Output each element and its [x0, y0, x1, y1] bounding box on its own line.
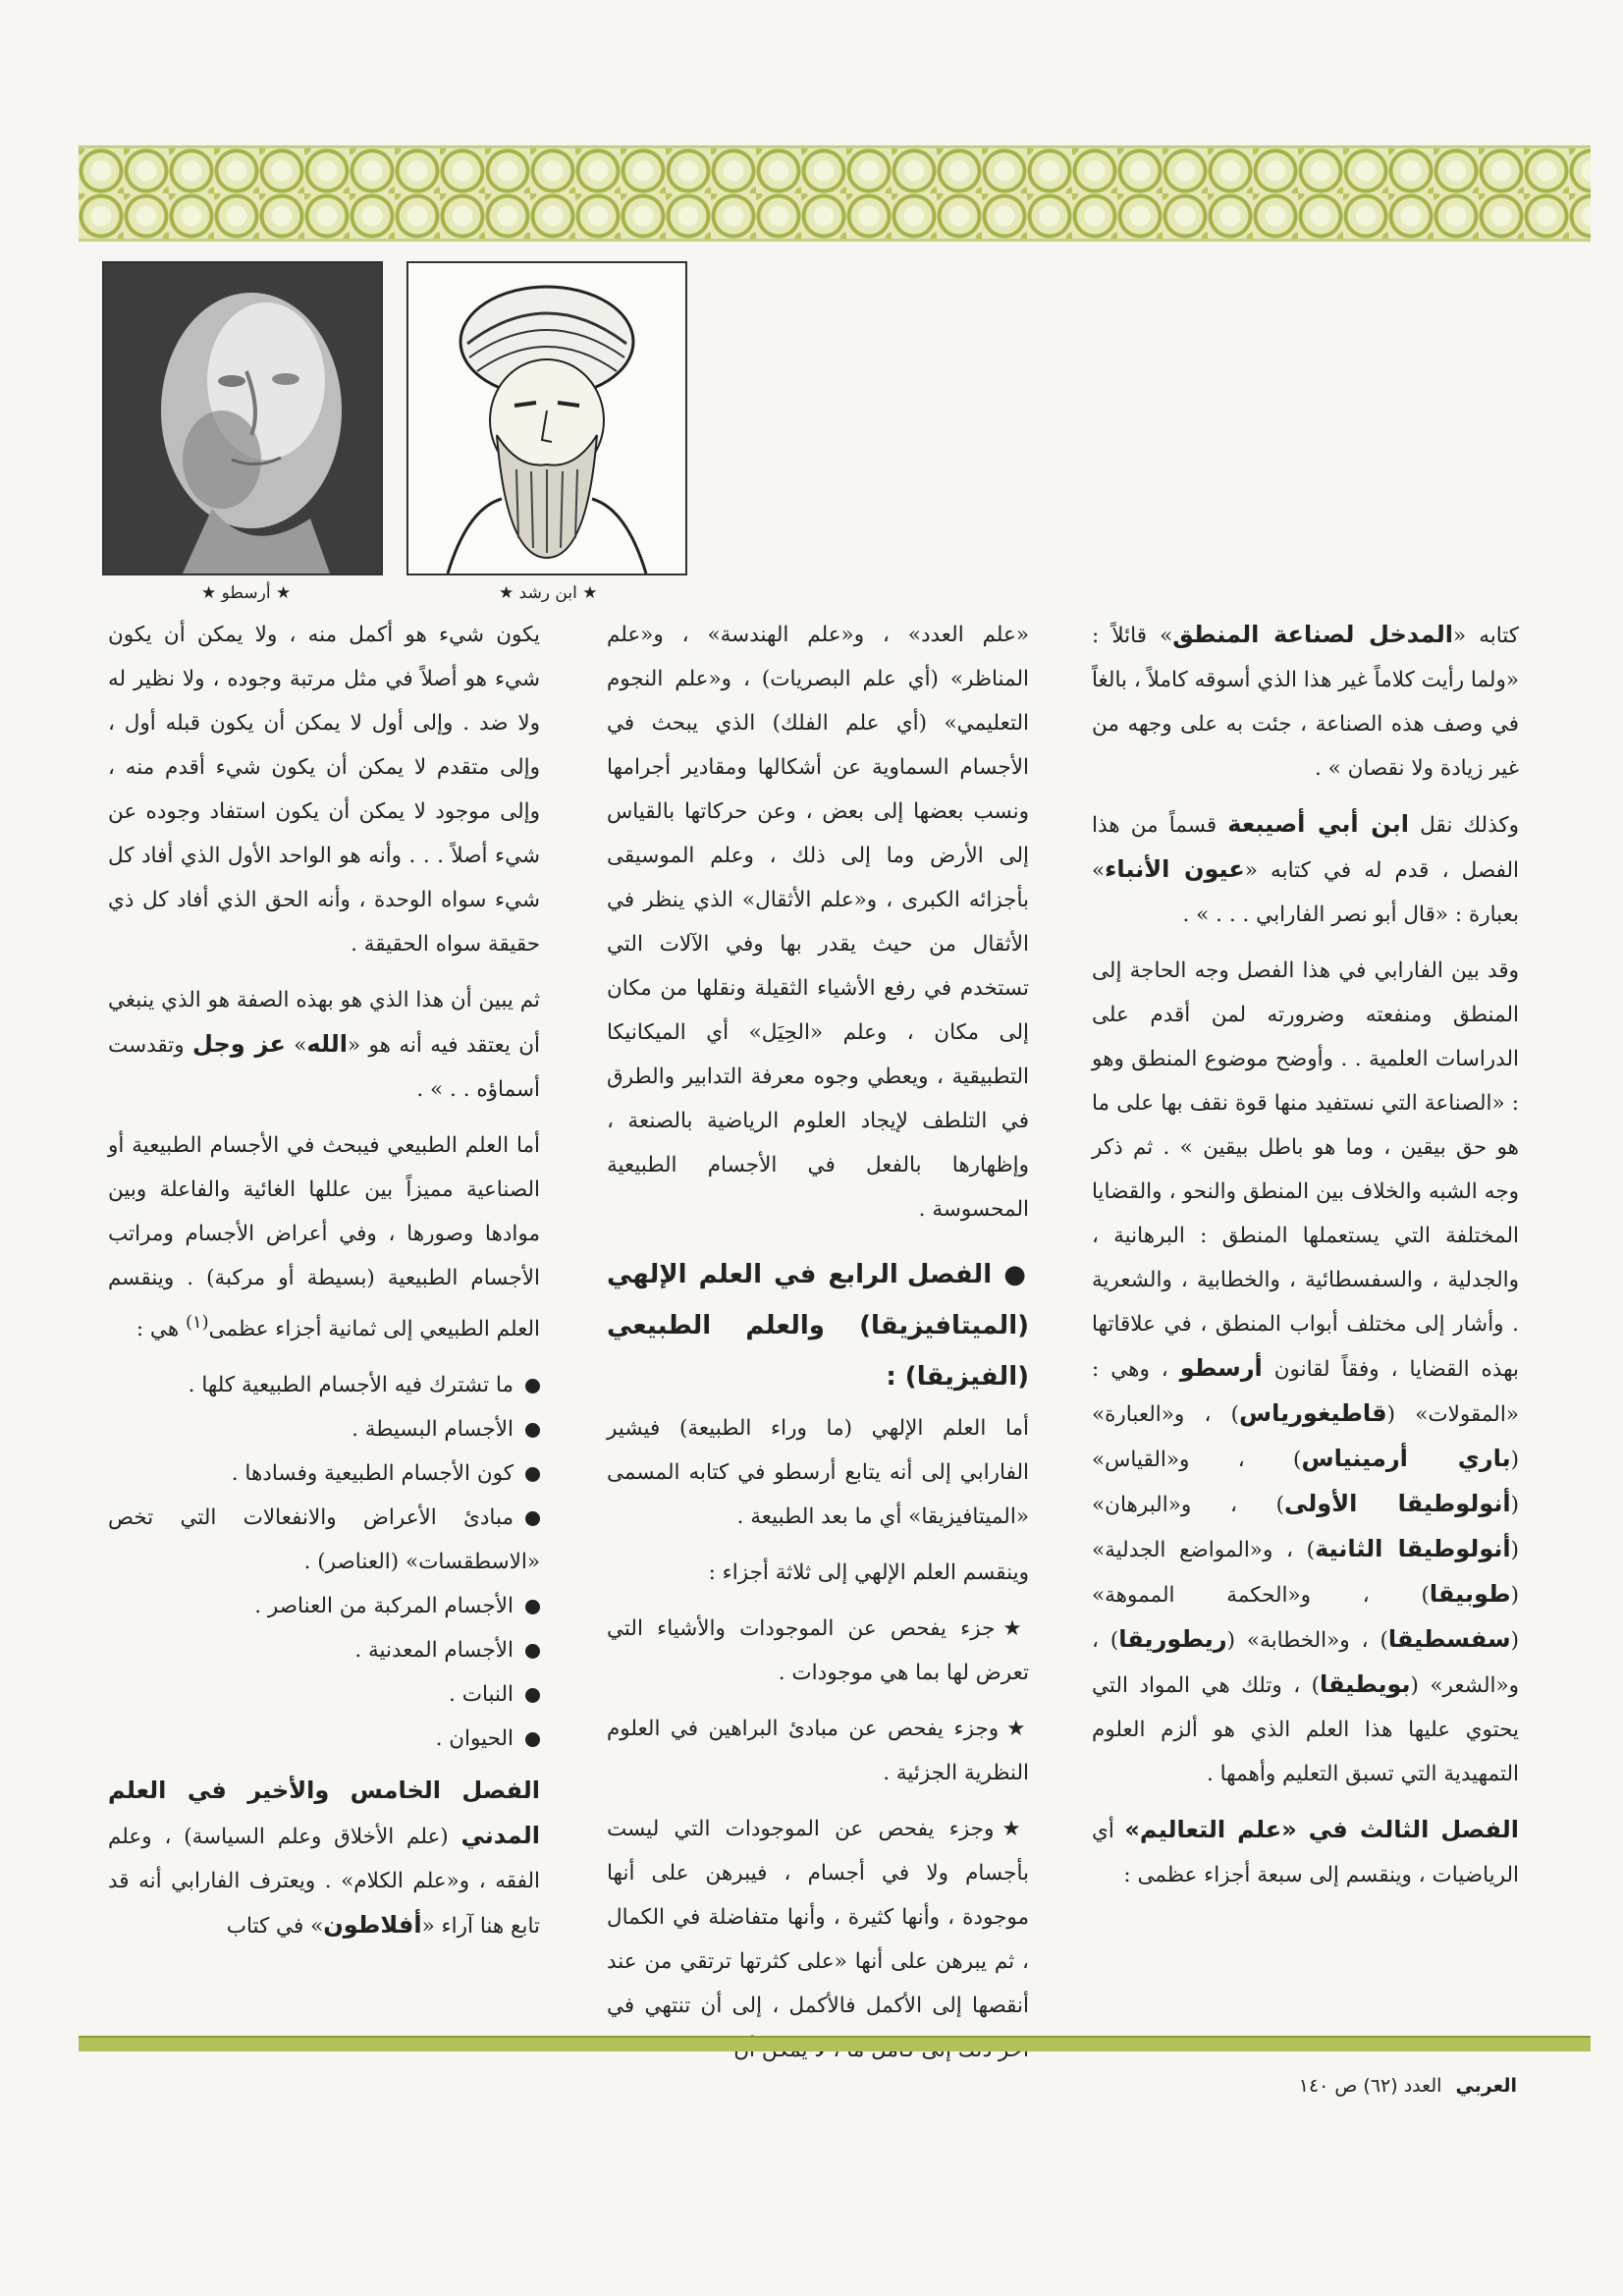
paragraph-god — [108, 978, 540, 1112]
chapter-heading: الفصل الخامس والأخير في العلم المدني — [108, 1777, 540, 1850]
bold-term: الله — [306, 1030, 349, 1058]
bullet-icon — [525, 1379, 540, 1394]
paragraph-ibn-abi-usaybia — [1092, 802, 1519, 937]
list-item — [108, 1672, 540, 1717]
text: » بعبارة : «قال أبو نصر الفارابي . . . » . — [1092, 858, 1519, 927]
ibn-rushd-drawing-image — [408, 263, 685, 574]
paragraph-intro — [1092, 613, 1519, 791]
list-item-text: الأجسام المعدنية . — [354, 1638, 514, 1664]
text: ) ، و«البرهان» ( — [1092, 1493, 1519, 1562]
list-item-text: الأجسام المركبة من العناصر . — [254, 1594, 514, 1619]
text: ) ، و«الحكمة المموهة» ( — [1092, 1583, 1519, 1653]
list-item — [108, 1717, 540, 1761]
text: ، وهي : «المقولات» ( — [1092, 1357, 1519, 1427]
text: وقد بين الفارابي في هذا الفصل وجه الحاجة إلى المنطق ومنفعته وضرورته لمن أقدم على الدراسات العلمية . . وأوضح موضوع المنطق وهو : «الصناعة التي نستفيد منها قوة نقف بها على ما هو حق بيقين ، وما هو باطل بيقين » . ثم ذكر وجه الشبه والخلاف بين المنطق والنحو ، والقضايا المختلفة التي يستعملها المنطق : البرهانية ، والجدلية ، والسفسطائية ، والخطابية ، والشعرية . وأشار إلى مختلف أبواب المنطق ، في علاقاتها بهذه القضايا ، وفقاً لقانون — [1092, 958, 1519, 1382]
bullet-icon — [525, 1600, 540, 1614]
text: (علم الأخلاق وعلم السياسة) ، وعلم الفقه ، و«علم الكلام» . ويعترف الفارابي أنه قد تابع هنا آراء « — [108, 1825, 540, 1940]
bullet-icon — [525, 1644, 540, 1659]
footer-rule — [79, 2036, 1591, 2051]
text: وتقدست أسماؤه . . » . — [108, 1033, 540, 1102]
star-icon: ★ — [1001, 1817, 1029, 1841]
text: جزء يفحص عن الموجودات والأشياء التي تعرض لها بما هي موجودات . — [607, 1616, 1029, 1685]
bullet-icon — [525, 1732, 540, 1747]
chapter-four-heading — [607, 1249, 1029, 1402]
bold-term: ريطوريقا — [1118, 1625, 1227, 1653]
text: ثم يبين أن هذا الذي هو بهذه الصفة هو الذي ينبغي أن يعتقد فيه أنه هو « — [108, 988, 540, 1058]
paragraph-logic — [1092, 949, 1519, 1796]
bold-term: أنولوطيقا الأولى — [1284, 1490, 1511, 1517]
text: » — [294, 1033, 307, 1058]
bullet-icon: ● — [1003, 1260, 1029, 1289]
text: ) ، و«الشعر» ( — [1092, 1628, 1520, 1698]
caption-aristotle: ★ أرسطو ★ — [201, 583, 292, 603]
ibn-rushd-portrait — [406, 261, 687, 575]
text: وجزء يفحص عن الموجودات التي ليست بأجسام ولا في أجسام ، فيبرهن على أنها موجودة ، وأنها كثيرة ، وأنها متفاضلة في الكمال ، ثم يبرهن على أنها «على كثرتها ترتقي من عند أنقصها إلى الأكمل فالأكمل ، إلى أن تنتهي في — [607, 1817, 1029, 2018]
list-item — [108, 1363, 540, 1407]
text: أي الرياضيات ، وينقسم إلى سبعة أجزاء عظمى : — [1092, 1819, 1519, 1887]
bold-term: طوبيقا — [1429, 1580, 1511, 1608]
decorative-header-band — [79, 145, 1591, 242]
list-item-text: الأجسام البسيطة . — [352, 1417, 514, 1443]
bold-term: عز وجل — [192, 1030, 286, 1058]
bullet-icon — [525, 1423, 540, 1438]
chapter-heading-text: الفصل الرابع في العلم الإلهي (الميتافيزيقا) والعلم الطبيعي (الفيزيقا) : — [607, 1260, 1029, 1392]
physics-parts-list — [108, 1363, 540, 1761]
aristotle-bust-image — [104, 263, 381, 574]
text: هي : — [135, 1317, 180, 1342]
list-item — [108, 1451, 540, 1496]
caption-ibn-rushd: ★ ابن رشد ★ — [499, 583, 598, 603]
list-item — [108, 1628, 540, 1672]
list-item-text: مبادئ الأعراض والانفعالات التي تخص «الاسطقسات» (العناصر) . — [108, 1505, 540, 1575]
paragraph-third-chapter — [1092, 1808, 1519, 1897]
aristotle-portrait — [102, 261, 383, 575]
bold-name: أفلاطون — [323, 1911, 422, 1940]
bold-term: باري أرمينياس — [1301, 1445, 1511, 1472]
star-item — [607, 1807, 1029, 2072]
page-footer — [1299, 2075, 1517, 2097]
list-item — [108, 1407, 540, 1451]
text: » في كتاب — [226, 1914, 324, 1940]
text: ) ، و«العبارة» ( — [1092, 1402, 1519, 1472]
text: ) ، و«القياس» ( — [1092, 1448, 1519, 1517]
text: أما العلم الطبيعي فيبحث في الأجسام الطبيعية أو الصناعية مميزاً بين عللها الغائية والفاعلة وبين موادها وصورها ، وفي أعراض الأجسام ومراتب الأجسام الطبيعية (بسيطة أو مركبة) . وينقسم العلم الطبيعي إلى ثمانية أجزاء عظمى — [108, 1133, 540, 1342]
bold-term: قاطيغورياس — [1238, 1399, 1387, 1427]
issue-page-number: العدد (٦٢) ص ١٤٠ — [1298, 2075, 1442, 2097]
bullet-icon — [525, 1511, 540, 1526]
bold-title: عيون الأنباء — [1105, 855, 1245, 883]
bullet-icon — [525, 1467, 540, 1482]
list-item-text: الحيوان . — [435, 1726, 514, 1752]
list-item-text: كون الأجسام الطبيعية وفسادها . — [231, 1461, 514, 1487]
paragraph-three-parts: وينقسم العلم الإلهي إلى ثلاثة أجزاء : — [708, 1560, 1029, 1585]
star-icon: ★ — [1002, 1616, 1029, 1641]
text: ) ، و«المواضع الجدلية» ( — [1092, 1538, 1519, 1608]
list-item — [108, 1496, 540, 1584]
chapter-heading: الفصل الثالث في «علم التعاليم» — [1124, 1816, 1519, 1843]
text: وجزء يفحص عن مبادئ البراهين في العلوم النظرية الجزئية . — [607, 1717, 1029, 1785]
bold-name: ابن أبي أصيبعة — [1227, 810, 1410, 838]
text: ) ، و«الخطابة» ( — [1226, 1628, 1388, 1653]
bold-term: بويطيقا — [1320, 1670, 1411, 1698]
paragraph-math-sciences: «علم العدد» ، و«علم الهندسة» ، و«علم المناظر» (أي علم البصريات) ، و«علم النجوم التعليمي» (أي علم الفلك) الذي يبحث في الأجسام السماوية عن أشكالها ومقادير أجرامها ونسب بعضها إلى بعض ، وعن حركاتها بالقياس إلى الأرض وما إلى ذلك ، وعلم الموسيقى بأجزائه الكبرى ، و«علم الأثقال» الذي ينظر في الأثقال من حيث يقدر بها وفي الآلات التي تستخدم في رفع الأشياء الثقيلة ونقلها من مكان إلى مكان ، وعلم «الحِيَل» أي الميكانيكا التطبيقية ، ويعطي وجوه معرفة التدابير والطرق في التلطف لإيجاد العلوم الرياضية بالصنعة ، وإظهارها بالفعل في الأجسام الطبيعية المحسوسة . — [607, 623, 1029, 1222]
bold-name: أرسطو — [1179, 1354, 1263, 1382]
bold-term: سفسطيقا — [1387, 1625, 1511, 1653]
text: » قائلاً : «ولما رأيت كلاماً غير هذا الذي أسوقه كاملاً ، بالغاً في وصف هذه الصناعة ، جئت به على وجهه من غير زيادة ولا نقصان » . — [1092, 624, 1519, 781]
bold-title: المدخل لصناعة المنطق — [1172, 621, 1453, 648]
list-item-text: النبات . — [449, 1682, 514, 1708]
column-right — [1092, 613, 1519, 2007]
footnote-marker: (١) — [186, 1312, 209, 1333]
paragraph-perfect-being: يكون شيء هو أكمل منه ، ولا يمكن أن يكون شيء هو أصلاً في مثل مرتبة وجوده ، ولا نظير له ولا ضد . وإلى أول لا يمكن أن يكون قبله أول ، وإلى متقدم لا يمكن أن يكون شيء أقدم منه ، وإلى موجود لا يمكن أن يكون استفاد وجوده عن شيء أصلاً . . . وأنه هو الواحد الأول الذي أفاد كل شيء سواه الوحدة ، وأنه الحق الذي أفاد كل ذي حقيقة سواه الحقيقة . — [108, 623, 540, 957]
bold-term: أنولوطيقا الثانية — [1314, 1535, 1511, 1562]
text: وكذلك نقل — [1420, 813, 1519, 838]
list-item — [108, 1584, 540, 1628]
list-item-text: ما تشترك فيه الأجسام الطبيعية كلها . — [188, 1373, 514, 1398]
bullet-icon — [525, 1688, 540, 1703]
column-middle — [607, 613, 1029, 2018]
column-left — [108, 613, 540, 2007]
text: ) ، وتلك هي المواد التي يحتوي عليها هذا العلم الذي هو ألزم العلوم التمهيدية التي تسبق التعليم وأهمها . — [1092, 1673, 1519, 1786]
paragraph-fifth-chapter — [108, 1769, 540, 1948]
star-icon: ★ — [1006, 1717, 1029, 1741]
star-item — [607, 1707, 1029, 1795]
magazine-brand: العربي — [1455, 2075, 1517, 2097]
paragraph-metaphysics: أما العلم الإلهي (ما وراء الطبيعة) فيشير الفارابي إلى أنه يتابع أرسطو في كتابه المسمى «الميتافيزيقا» أي ما بعد الطبيعة . — [607, 1416, 1029, 1529]
paragraph-physics — [108, 1123, 540, 1351]
text: كتابه « — [1452, 624, 1519, 648]
star-item — [607, 1607, 1029, 1695]
text: قسماً من هذا الفصل ، قدم له في كتابه « — [1092, 813, 1519, 883]
